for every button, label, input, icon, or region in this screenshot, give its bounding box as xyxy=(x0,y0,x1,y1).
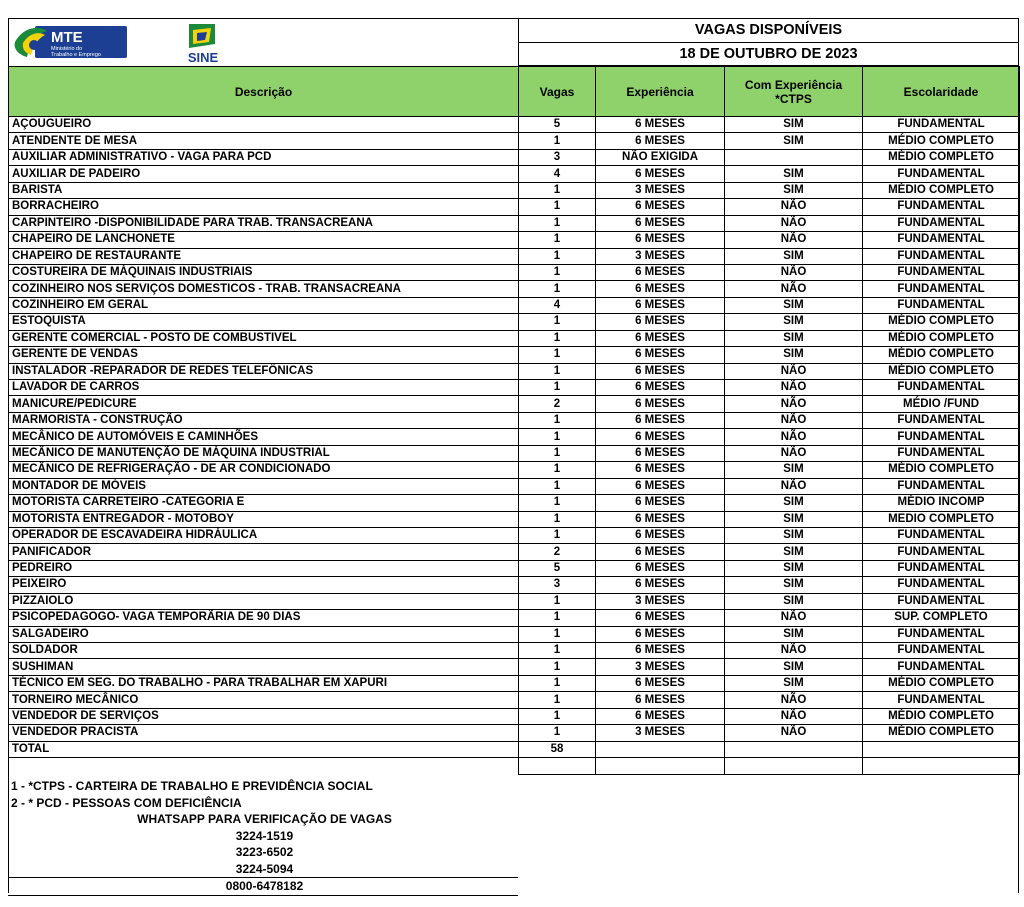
job-experience: 6 MESES xyxy=(596,544,725,560)
column-header-com-experiencia-line1: Com Experiência xyxy=(744,77,843,92)
job-ctps: SIM xyxy=(725,166,863,182)
job-education: MÉDIO COMPLETO xyxy=(863,149,1020,165)
job-experience: 6 MESES xyxy=(596,347,725,363)
job-ctps: SIM xyxy=(725,659,863,675)
job-experience: NÃO EXIGIDA xyxy=(596,149,725,165)
mte-logo-text: MTE xyxy=(51,29,83,46)
table-row xyxy=(9,626,1020,642)
logo-area xyxy=(8,18,519,67)
job-description: MOTORISTA CARRETEIRO -CATEGORIA E xyxy=(9,495,519,511)
job-ctps: SIM xyxy=(725,117,863,133)
job-vacancies: 1 xyxy=(519,133,596,149)
column-header-vagas: Vagas xyxy=(519,67,596,117)
job-description: MARMORISTA - CONSTRUÇÃO xyxy=(9,412,519,428)
job-vacancies: 5 xyxy=(519,117,596,133)
phone-number: 3224-1519 xyxy=(235,828,294,843)
job-ctps: NÃO xyxy=(725,363,863,379)
job-education: MÉDIO COMPLETO xyxy=(863,133,1020,149)
phone-number: 3224-5094 xyxy=(235,861,294,876)
table-row xyxy=(9,182,1020,198)
job-description: SALGADEIRO xyxy=(9,626,519,642)
job-ctps: SIM xyxy=(725,560,863,576)
job-education: FUNDAMENTAL xyxy=(863,248,1020,264)
title-box xyxy=(518,18,1019,66)
right-border xyxy=(1018,66,1019,893)
job-vacancies: 1 xyxy=(519,675,596,691)
job-description: PSICOPEDAGOGO- VAGA TEMPORÃRIA DE 90 DIAS xyxy=(9,610,519,626)
job-education: MÉDIO COMPLETO xyxy=(863,462,1020,478)
job-experience: 6 MESES xyxy=(596,314,725,330)
footer-notes xyxy=(8,778,518,896)
total-empty-cell xyxy=(725,741,863,758)
table-row xyxy=(9,396,1020,412)
job-experience: 6 MESES xyxy=(596,478,725,494)
blank-cell xyxy=(863,758,1020,775)
job-description: COZINHEIRO EM GERAL xyxy=(9,297,519,313)
job-description: MECÂNICO DE REFRIGERAÇÃO - DE AR CONDICIONADO xyxy=(9,462,519,478)
job-vacancies: 1 xyxy=(519,478,596,494)
job-experience: 6 MESES xyxy=(596,166,725,182)
job-description: SUSHIMAN xyxy=(9,659,519,675)
table-row xyxy=(9,478,1020,494)
table-row xyxy=(9,495,1020,511)
job-description: PEIXEIRO xyxy=(9,577,519,593)
job-ctps: SIM xyxy=(725,577,863,593)
mte-logo-sub2: Trabalho e Emprego xyxy=(51,52,101,58)
job-experience: 6 MESES xyxy=(596,527,725,543)
job-ctps: SIM xyxy=(725,675,863,691)
table-row xyxy=(9,281,1020,297)
table-row xyxy=(9,412,1020,428)
job-experience: 6 MESES xyxy=(596,133,725,149)
job-vacancies: 1 xyxy=(519,725,596,741)
table-row xyxy=(9,725,1020,741)
job-description: LAVADOR DE CARROS xyxy=(9,380,519,396)
job-description: MECÂNICO DE MANUTENÇÃO DE MÁQUINA INDUSTRIAL xyxy=(9,445,519,461)
job-education: MÉDIO COMPLETO xyxy=(863,675,1020,691)
job-description: VENDEDOR PRACISTA xyxy=(9,725,519,741)
job-description: GERENTE COMERCIAL - POSTO DE COMBUSTIVEL xyxy=(9,330,519,346)
job-description: SOLDADOR xyxy=(9,643,519,659)
job-description: MANICURE/PEDICURE xyxy=(9,396,519,412)
job-education: FUNDAMENTAL xyxy=(863,117,1020,133)
mte-logo-sub1: Ministério do xyxy=(51,46,83,52)
job-ctps: SIM xyxy=(725,626,863,642)
table-header-row xyxy=(9,67,1020,117)
table-row xyxy=(9,330,1020,346)
note-whatsapp: WHATSAPP PARA VERIFICAÇÃO DE VAGAS xyxy=(137,812,392,826)
blank-cell xyxy=(519,758,596,775)
job-ctps: SIM xyxy=(725,593,863,609)
jobs-table-body xyxy=(9,117,1020,742)
job-vacancies: 1 xyxy=(519,215,596,231)
table-row xyxy=(9,643,1020,659)
table-row xyxy=(9,133,1020,149)
job-education: FUNDAMENTAL xyxy=(863,199,1020,215)
job-education: FUNDAMENTAL xyxy=(863,281,1020,297)
job-education: MÉDIO COMPLETO xyxy=(863,725,1020,741)
table-row xyxy=(9,445,1020,461)
job-ctps: SIM xyxy=(725,314,863,330)
job-education: SUP. COMPLETO xyxy=(863,610,1020,626)
job-description: AUXILIAR ADMINISTRATIVO - VAGA PARA PCD xyxy=(9,149,519,165)
job-experience: 6 MESES xyxy=(596,199,725,215)
table-row xyxy=(9,232,1020,248)
phone-number: 0800-6478182 xyxy=(8,877,518,896)
job-experience: 6 MESES xyxy=(596,429,725,445)
sine-logo xyxy=(175,20,231,66)
job-experience: 6 MESES xyxy=(596,363,725,379)
job-ctps: NÃO xyxy=(725,708,863,724)
job-experience: 3 MESES xyxy=(596,593,725,609)
job-education: MÉDIO INCOMP xyxy=(863,495,1020,511)
total-row xyxy=(9,741,1020,758)
job-ctps: SIM xyxy=(725,297,863,313)
job-description: BARISTA xyxy=(9,182,519,198)
job-vacancies: 1 xyxy=(519,462,596,478)
job-experience: 6 MESES xyxy=(596,462,725,478)
job-vacancies: 4 xyxy=(519,297,596,313)
job-ctps: SIM xyxy=(725,527,863,543)
phone-number: 3223-6502 xyxy=(235,845,294,859)
job-ctps: SIM xyxy=(725,182,863,198)
job-ctps: SIM xyxy=(725,511,863,527)
job-education: MÉDIO COMPLETO xyxy=(863,363,1020,379)
job-experience: 6 MESES xyxy=(596,675,725,691)
job-education: FUNDAMENTAL xyxy=(863,527,1020,543)
job-description: COSTUREIRA DE MÁQUINAIS INDUSTRIAIS xyxy=(9,264,519,280)
job-experience: 6 MESES xyxy=(596,560,725,576)
job-experience: 6 MESES xyxy=(596,708,725,724)
job-vacancies: 1 xyxy=(519,626,596,642)
table-row xyxy=(9,166,1020,182)
job-vacancies: 1 xyxy=(519,610,596,626)
job-vacancies: 1 xyxy=(519,314,596,330)
job-ctps: NÃO xyxy=(725,199,863,215)
job-education: FUNDAMENTAL xyxy=(863,429,1020,445)
job-ctps: NÃO xyxy=(725,232,863,248)
left-border xyxy=(8,66,9,893)
table-row xyxy=(9,675,1020,691)
job-description: MOTORISTA ENTREGADOR - MOTOBOY xyxy=(9,511,519,527)
job-education: FUNDAMENTAL xyxy=(863,445,1020,461)
job-vacancies: 1 xyxy=(519,429,596,445)
table-row xyxy=(9,199,1020,215)
job-education: FUNDAMENTAL xyxy=(863,380,1020,396)
job-education: MÉDIO COMPLETO xyxy=(863,182,1020,198)
job-ctps: SIM xyxy=(725,347,863,363)
job-ctps: NÃO xyxy=(725,429,863,445)
job-ctps: NÃO xyxy=(725,281,863,297)
job-education: FUNDAMENTAL xyxy=(863,560,1020,576)
job-vacancies: 1 xyxy=(519,495,596,511)
jobs-table xyxy=(8,66,1020,775)
job-vacancies: 1 xyxy=(519,347,596,363)
job-ctps: NÃO xyxy=(725,725,863,741)
job-description: VENDEDOR DE SERVIÇOS xyxy=(9,708,519,724)
job-ctps: NÃO xyxy=(725,478,863,494)
job-vacancies: 1 xyxy=(519,380,596,396)
job-ctps: SIM xyxy=(725,462,863,478)
table-row xyxy=(9,297,1020,313)
job-vacancies: 1 xyxy=(519,643,596,659)
job-vacancies: 1 xyxy=(519,330,596,346)
job-vacancies: 1 xyxy=(519,659,596,675)
total-empty-cell xyxy=(863,741,1020,758)
job-description: OPERADOR DE ESCAVADEIRA HIDRÁULICA xyxy=(9,527,519,543)
job-experience: 6 MESES xyxy=(596,643,725,659)
job-ctps: NÃO xyxy=(725,692,863,708)
job-experience: 6 MESES xyxy=(596,330,725,346)
job-ctps: NÃO xyxy=(725,445,863,461)
job-vacancies: 1 xyxy=(519,264,596,280)
job-description: BORRACHEIRO xyxy=(9,199,519,215)
job-vacancies: 1 xyxy=(519,593,596,609)
job-vacancies: 1 xyxy=(519,511,596,527)
column-header-escolaridade: Escolaridade xyxy=(863,67,1020,117)
job-vacancies: 1 xyxy=(519,445,596,461)
blank-cell xyxy=(9,758,519,775)
job-education: FUNDAMENTAL xyxy=(863,232,1020,248)
job-experience: 6 MESES xyxy=(596,380,725,396)
job-ctps: NÃO xyxy=(725,264,863,280)
job-description: CARPINTEIRO -DISPONIBILIDADE PARA TRAB. TRANSACREANA xyxy=(9,215,519,231)
job-description: MONTADOR DE MÓVEIS xyxy=(9,478,519,494)
table-row xyxy=(9,544,1020,560)
job-vacancies: 1 xyxy=(519,412,596,428)
job-description: ESTOQUISTA xyxy=(9,314,519,330)
job-ctps: SIM xyxy=(725,330,863,346)
job-experience: 3 MESES xyxy=(596,725,725,741)
table-row xyxy=(9,149,1020,165)
job-education: MÉDIO COMPLETO xyxy=(863,708,1020,724)
table-row xyxy=(9,248,1020,264)
job-description: ATENDENTE DE MESA xyxy=(9,133,519,149)
job-experience: 6 MESES xyxy=(596,511,725,527)
job-education: FUNDAMENTAL xyxy=(863,544,1020,560)
job-education: FUNDAMENTAL xyxy=(863,593,1020,609)
job-vacancies: 4 xyxy=(519,166,596,182)
job-description: GERENTE DE VENDAS xyxy=(9,347,519,363)
job-vacancies: 1 xyxy=(519,363,596,379)
job-description: COZINHEIRO NOS SERVIÇOS DOMESTICOS - TRAB. TRANSACREANA xyxy=(9,281,519,297)
table-row xyxy=(9,462,1020,478)
table-row xyxy=(9,527,1020,543)
page-date: 18 DE OUTUBRO DE 2023 xyxy=(519,42,1018,66)
job-vacancies: 1 xyxy=(519,527,596,543)
job-experience: 6 MESES xyxy=(596,692,725,708)
table-row xyxy=(9,380,1020,396)
job-description: TORNEIRO MECÂNICO xyxy=(9,692,519,708)
job-ctps: NÃO xyxy=(725,610,863,626)
table-row xyxy=(9,659,1020,675)
job-ctps: SIM xyxy=(725,544,863,560)
blank-row xyxy=(9,758,1020,775)
table-row xyxy=(9,593,1020,609)
job-experience: 6 MESES xyxy=(596,117,725,133)
job-experience: 6 MESES xyxy=(596,445,725,461)
job-education: FUNDAMENTAL xyxy=(863,412,1020,428)
job-experience: 6 MESES xyxy=(596,626,725,642)
table-row xyxy=(9,708,1020,724)
job-vacancies: 2 xyxy=(519,544,596,560)
job-education: FUNDAMENTAL xyxy=(863,692,1020,708)
job-vacancies: 1 xyxy=(519,182,596,198)
job-ctps: SIM xyxy=(725,248,863,264)
job-experience: 6 MESES xyxy=(596,610,725,626)
job-experience: 3 MESES xyxy=(596,182,725,198)
job-education: FUNDAMENTAL xyxy=(863,166,1020,182)
job-vacancies: 1 xyxy=(519,281,596,297)
column-header-com-experiencia-line2: *CTPS xyxy=(775,91,812,106)
job-education: FUNDAMENTAL xyxy=(863,215,1020,231)
job-ctps: SIM xyxy=(725,133,863,149)
job-description: PEDREIRO xyxy=(9,560,519,576)
job-experience: 6 MESES xyxy=(596,281,725,297)
job-experience: 3 MESES xyxy=(596,248,725,264)
page-title: VAGAS DISPONÍVEIS xyxy=(694,22,843,38)
table-row xyxy=(9,314,1020,330)
job-education: FUNDAMENTAL xyxy=(863,626,1020,642)
job-education: FUNDAMENTAL xyxy=(863,643,1020,659)
column-header-com-experiencia xyxy=(725,67,863,117)
job-description: MECÂNICO DE AUTOMÓVEIS E CAMINHÕES xyxy=(9,429,519,445)
job-education: FUNDAMENTAL xyxy=(863,297,1020,313)
job-description: AÇOUGUEIRO xyxy=(9,117,519,133)
table-row xyxy=(9,264,1020,280)
job-experience: 6 MESES xyxy=(596,577,725,593)
column-header-descricao: Descrição xyxy=(9,67,519,117)
job-education: MÉDIO COMPLETO xyxy=(863,330,1020,346)
table-row xyxy=(9,117,1020,133)
job-ctps: SIM xyxy=(725,495,863,511)
job-description: TÉCNICO EM SEG. DO TRABALHO - PARA TRABALHAR EM XAPURI xyxy=(9,675,519,691)
job-vacancies: 3 xyxy=(519,577,596,593)
mte-logo xyxy=(13,23,129,61)
job-description: PIZZAIOLO xyxy=(9,593,519,609)
job-education: MÉDIO COMPLETO xyxy=(863,347,1020,363)
job-ctps: NÃO xyxy=(725,396,863,412)
table-row xyxy=(9,429,1020,445)
job-experience: 6 MESES xyxy=(596,232,725,248)
job-description: AUXILIAR DE PADEIRO xyxy=(9,166,519,182)
job-experience: 6 MESES xyxy=(596,412,725,428)
table-row xyxy=(9,215,1020,231)
job-vacancies: 1 xyxy=(519,708,596,724)
table-row xyxy=(9,610,1020,626)
job-vacancies: 1 xyxy=(519,248,596,264)
table-row xyxy=(9,363,1020,379)
table-row xyxy=(9,692,1020,708)
job-experience: 6 MESES xyxy=(596,215,725,231)
job-education: MEDIO COMPLETO xyxy=(863,511,1020,527)
job-vacancies: 2 xyxy=(519,396,596,412)
job-education: MÉDIO /FUND xyxy=(863,396,1020,412)
job-education: FUNDAMENTAL xyxy=(863,264,1020,280)
job-description: PANIFICADOR xyxy=(9,544,519,560)
job-vacancies: 3 xyxy=(519,149,596,165)
column-header-experiencia: Experiência xyxy=(596,67,725,117)
job-ctps: NÃO xyxy=(725,412,863,428)
job-description: CHAPEIRO DE RESTAURANTE xyxy=(9,248,519,264)
job-experience: 3 MESES xyxy=(596,659,725,675)
table-row xyxy=(9,560,1020,576)
blank-cell xyxy=(725,758,863,775)
total-value: 58 xyxy=(519,741,596,758)
job-vacancies: 1 xyxy=(519,692,596,708)
job-education: FUNDAMENTAL xyxy=(863,577,1020,593)
job-ctps: NÃO xyxy=(725,215,863,231)
job-ctps: NÃO xyxy=(725,643,863,659)
job-experience: 6 MESES xyxy=(596,396,725,412)
job-vacancies: 1 xyxy=(519,199,596,215)
job-ctps: NÃO xyxy=(725,380,863,396)
table-row xyxy=(9,577,1020,593)
job-experience: 6 MESES xyxy=(596,495,725,511)
note-pcd: 2 - * PCD - PESSOAS COM DEFICIÊNCIA xyxy=(11,795,242,810)
job-vacancies: 1 xyxy=(519,232,596,248)
job-experience: 6 MESES xyxy=(596,264,725,280)
job-experience: 6 MESES xyxy=(596,297,725,313)
total-empty-cell xyxy=(596,741,725,758)
job-education: MÉDIO COMPLETO xyxy=(863,314,1020,330)
total-label: TOTAL xyxy=(9,741,519,758)
job-ctps xyxy=(725,149,863,165)
job-education: FUNDAMENTAL xyxy=(863,478,1020,494)
job-education: FUNDAMENTAL xyxy=(863,659,1020,675)
table-row xyxy=(9,347,1020,363)
job-description: CHAPEIRO DE LANCHONETE xyxy=(9,232,519,248)
note-ctps: 1 - *CTPS - CARTEIRA DE TRABALHO E PREVIDÊNCIA SOCIAL xyxy=(11,779,373,793)
blank-cell xyxy=(596,758,725,775)
sine-logo-text: SINE xyxy=(187,50,219,65)
job-description: INSTALADOR -REPARADOR DE REDES TELEFÔNICAS xyxy=(9,363,519,379)
job-vacancies: 5 xyxy=(519,560,596,576)
table-row xyxy=(9,511,1020,527)
